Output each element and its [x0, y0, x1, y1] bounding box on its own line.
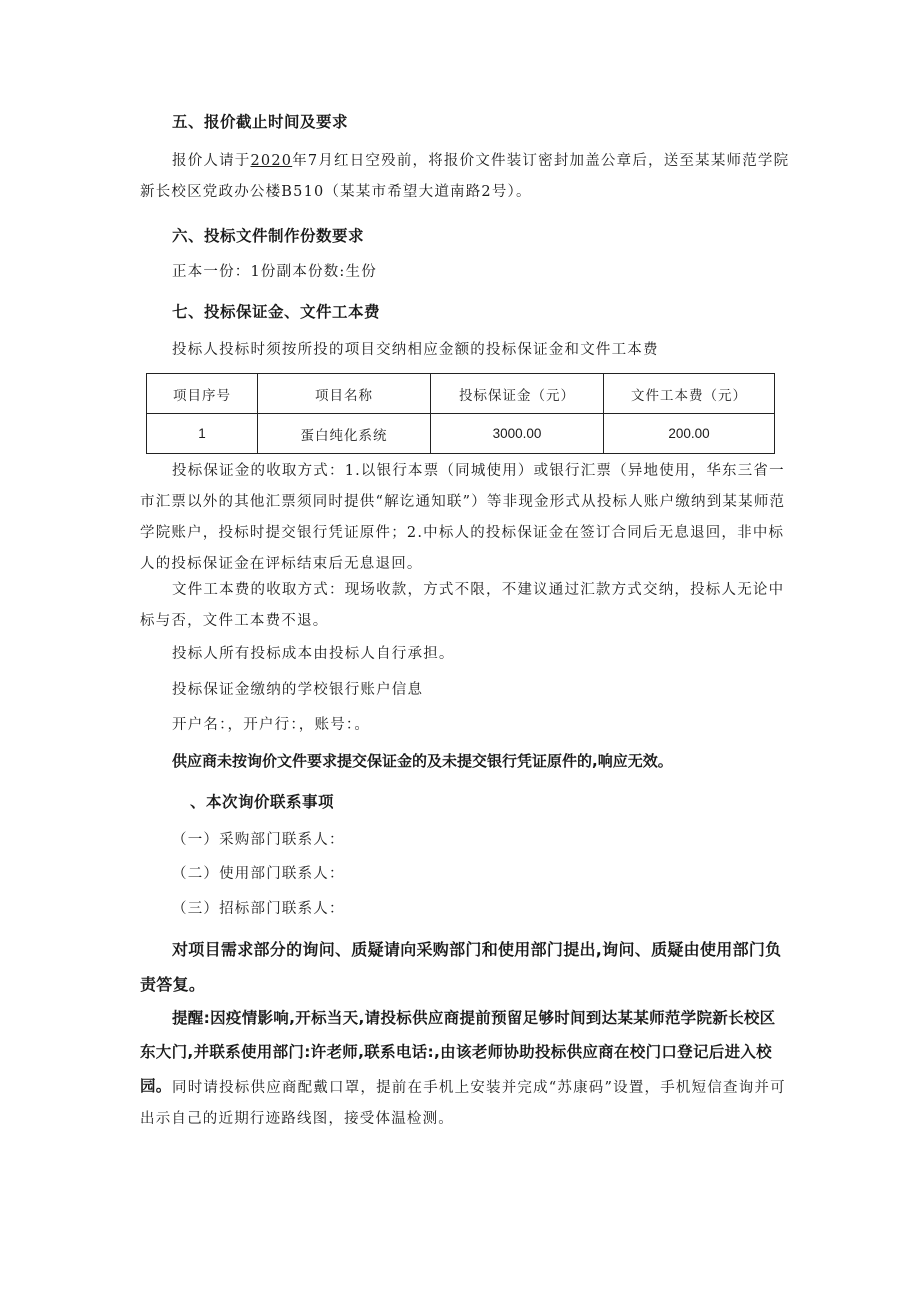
deadline-year: 2020 — [250, 153, 293, 169]
mask-note: 同时请投标供应商配戴口罩，提前在手机上安装并完成“苏康码”设置，手机短信查询并可出示自己的近期行迹路线图，接受体温检测。 — [140, 1080, 786, 1127]
deposit-warning: 供应商未按询价文件要求提交保证金的及未提交银行凭证原件的,响应无效。 — [172, 752, 673, 770]
contact-purchasing: （一）采购部门联系人： — [172, 832, 345, 848]
reminder-note: 提醒:因疫情影响,开标当天,请投标供应商提前预留足够时间到达某某师范学院新长校区东大门,并联系使用部门:许老师,联系电话:,由该老师协助投标供应商在校门口登记后进入校园。 — [140, 1009, 776, 1095]
fee-table — [146, 373, 775, 454]
table-cell: 1 — [147, 414, 258, 454]
fee-intro: 投标人投标时须按所投的项目交纳相应金额的投标保证金和文件工本费 — [172, 342, 659, 358]
deposit-method: 投标保证金的收取方式：1.以银行本票（同城使用）或银行汇票（异地使用，华东三省一市汇票以外的其他汇票须同时提供“解讫通知联”）等非现金形式从投标人账户缴纳到某某师范学院账户，投标时提交银行凭证原件；2.中标人的投标保证金在签订合同后无息退回，非中标人的投标保证金在评标结束后无息退回。 — [140, 463, 786, 572]
cost-text: 投标人所有投标成本由投标人自行承担。 — [172, 646, 455, 662]
bank-title: 投标保证金缴纳的学校银行账户信息 — [172, 682, 424, 698]
section-7-title: 七、投标保证金、文件工本费 — [172, 303, 381, 321]
table-cell: 蛋白纯化系统 — [258, 414, 431, 454]
header-cell: 文件工本费（元） — [604, 374, 775, 414]
table-header-row — [147, 374, 775, 414]
contact-bidding: （三）招标部门联系人： — [172, 901, 345, 917]
section-5-text — [140, 146, 790, 208]
section-8-title: 、本次询价联系事项 — [190, 793, 335, 811]
section-5-title: 五、报价截止时间及要求 — [172, 113, 349, 131]
inquiry-note: 对项目需求部分的询问、质疑请向采购部门和使用部门提出,询问、质疑由使用部门负责答复。 — [140, 940, 782, 994]
section-5-text-after: 年7月红日空殁前，将报价文件装订密封加盖公章后，送至某某师范学院新长校区党政办公楼B510（某某市希望大道南路2号）。 — [140, 153, 790, 200]
contact-user-dept: （二）使用部门联系人： — [172, 866, 345, 882]
table-row — [147, 414, 775, 454]
header-cell: 投标保证金（元） — [431, 374, 604, 414]
bank-info: 开户名：，开户行：，账号：。 — [172, 717, 371, 733]
fee-method: 文件工本费的收取方式：现场收款，方式不限，不建议通过汇款方式交纳，投标人无论中标与否，文件工本费不退。 — [140, 582, 785, 629]
header-cell: 项目名称 — [258, 374, 431, 414]
copies-text: 正本一份：1份副本份数:生份 — [172, 264, 377, 280]
section-5-text-before: 报价人请于 — [172, 153, 251, 169]
section-6-title: 六、投标文件制作份数要求 — [172, 227, 365, 245]
table-cell: 200.00 — [604, 414, 775, 454]
header-cell: 项目序号 — [147, 374, 258, 414]
table-cell: 3000.00 — [431, 414, 604, 454]
